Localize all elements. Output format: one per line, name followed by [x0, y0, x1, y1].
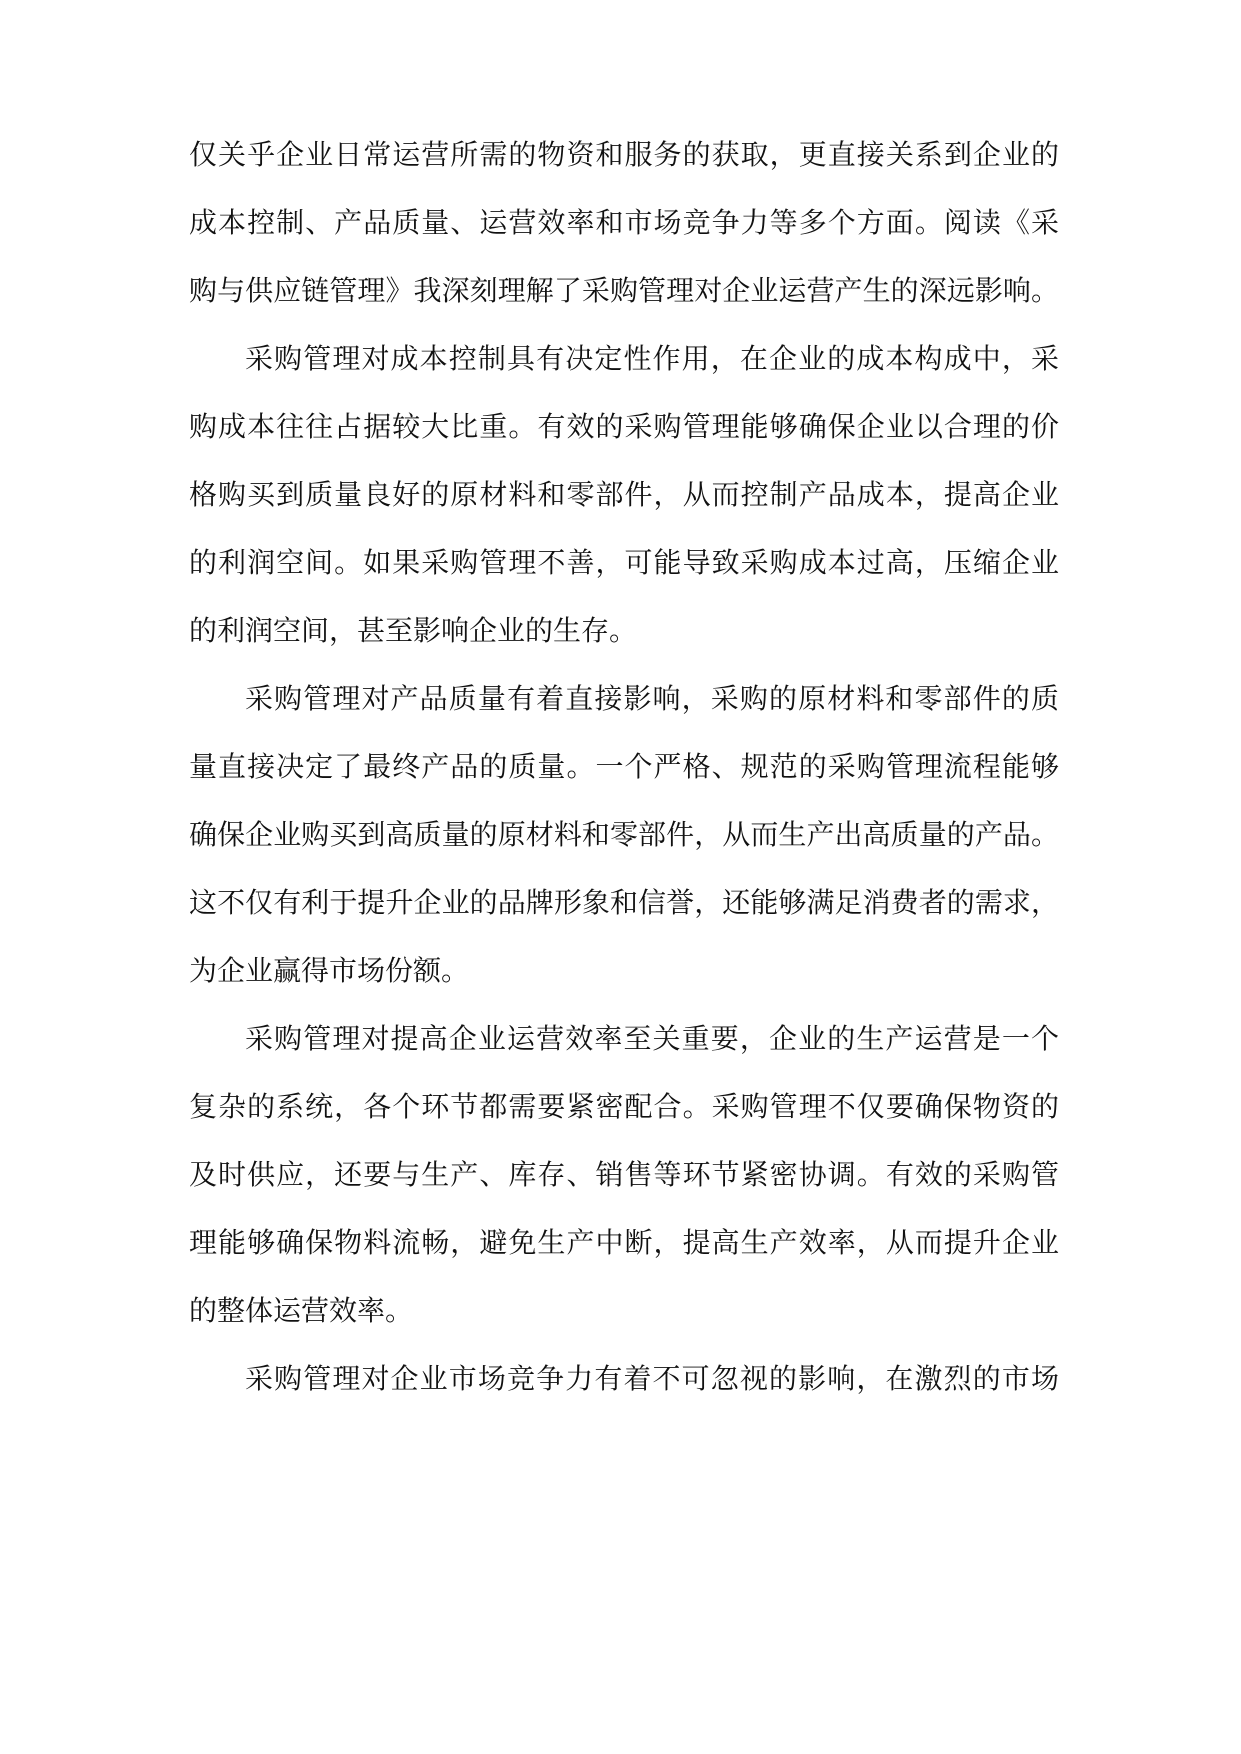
paragraph-2-line-3: 格购买到质量良好的原材料和零部件，从而控制产品成本，提高企业 [189, 478, 1059, 511]
paragraph-3-line-1: 采购管理对产品质量有着直接影响，采购的原材料和零部件的质 [245, 682, 1059, 715]
paragraph-3-line-4: 这不仅有利于提升企业的品牌形象和信誉，还能够满足消费者的需求， [189, 886, 1059, 919]
paragraph-3-line-3: 确保企业购买到高质量的原材料和零部件，从而生产出高质量的产品。 [189, 818, 1059, 851]
paragraph-2-line-5: 的利润空间，甚至影响企业的生存。 [189, 614, 638, 647]
paragraph-5-line-1: 采购管理对企业市场竞争力有着不可忽视的影响，在激烈的市场 [245, 1362, 1059, 1395]
paragraph-1-line-1: 仅关乎企业日常运营所需的物资和服务的获取，更直接关系到企业的 [189, 138, 1059, 171]
paragraph-4-line-1: 采购管理对提高企业运营效率至关重要，企业的生产运营是一个 [245, 1022, 1059, 1055]
paragraph-2-line-2: 购成本往往占据较大比重。有效的采购管理能够确保企业以合理的价 [189, 410, 1059, 443]
paragraph-4-line-2: 复杂的系统，各个环节都需要紧密配合。采购管理不仅要确保物资的 [189, 1090, 1059, 1123]
paragraph-4-line-5: 的整体运营效率。 [189, 1294, 414, 1327]
paragraph-4-line-4: 理能够确保物料流畅，避免生产中断，提高生产效率，从而提升企业 [189, 1226, 1059, 1259]
paragraph-2-line-1: 采购管理对成本控制具有决定性作用，在企业的成本构成中，采 [245, 342, 1059, 375]
paragraph-1-line-2: 成本控制、产品质量、运营效率和市场竞争力等多个方面。阅读《采 [189, 206, 1059, 239]
paragraph-2-line-4: 的利润空间。如果采购管理不善，可能导致采购成本过高，压缩企业 [189, 546, 1059, 579]
paragraph-1-line-3: 购与供应链管理》我深刻理解了采购管理对企业运营产生的深远影响。 [189, 274, 1059, 307]
paragraph-4-line-3: 及时供应，还要与生产、库存、销售等环节紧密协调。有效的采购管 [189, 1158, 1059, 1191]
paragraph-3-line-5: 为企业赢得市场份额。 [189, 954, 470, 987]
paragraph-3-line-2: 量直接决定了最终产品的质量。一个严格、规范的采购管理流程能够 [189, 750, 1059, 783]
